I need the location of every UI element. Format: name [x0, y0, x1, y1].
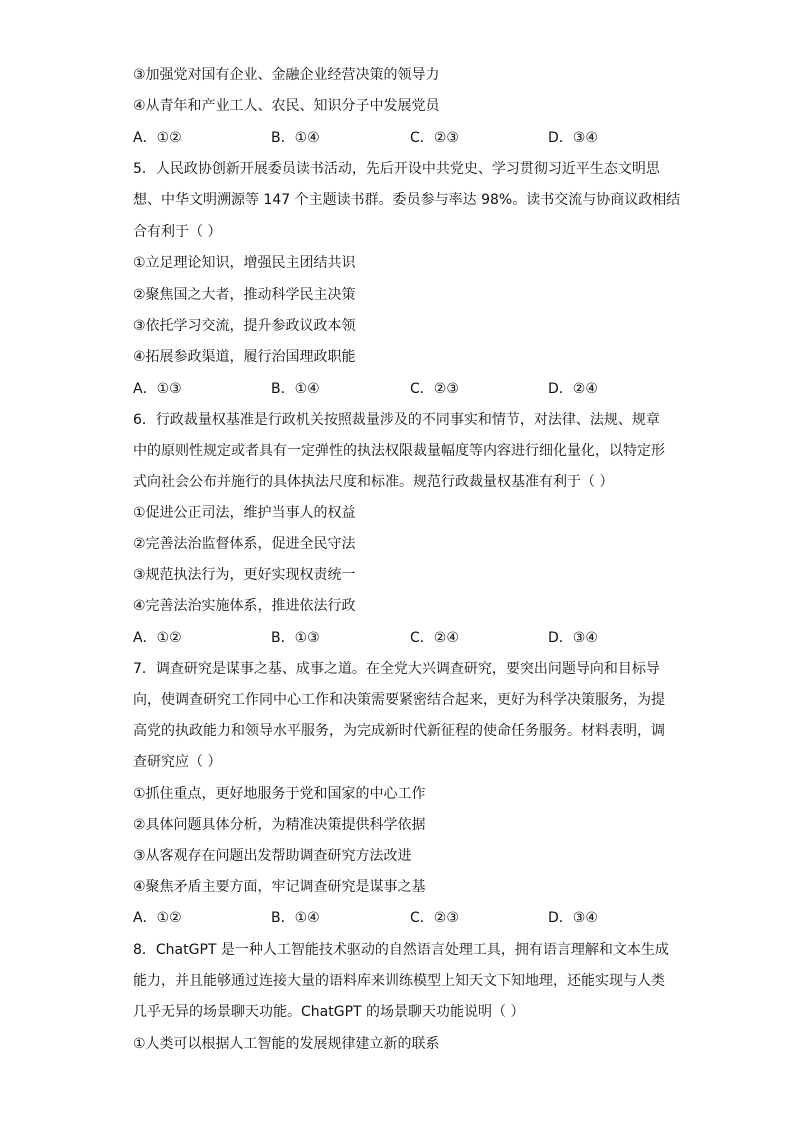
q4-item-3: ③加强党对国有企业、金融企业经营决策的领导力: [133, 67, 440, 83]
q7-option-c: C．②③: [410, 910, 459, 926]
q5-option-c: C．②③: [410, 381, 459, 397]
q5-item-3: ③依托学习交流，提升参政议政本领: [133, 318, 356, 334]
q4-option-b: B．①④: [271, 130, 320, 146]
q6-item-3: ③规范执法行为，更好实现权责统一: [133, 567, 356, 583]
q5-item-4: ④拓展参政渠道，履行治国理政职能: [133, 349, 356, 365]
q7-stem-line-1: 7．调查研究是谋事之基、成事之道。在全党大兴调查研究，要突出问题导向和目标导: [133, 661, 660, 677]
q6-stem-line-2: 中的原则性规定或者具有一定弹性的执法权限裁量幅度等内容进行细化量化，以特定形: [133, 443, 665, 459]
q5-option-b: B．①④: [271, 381, 320, 397]
q4-option-d: D．③④: [548, 130, 598, 146]
q7-stem-line-4: 查研究应（ ）: [133, 754, 222, 770]
q7-option-b: B．①④: [271, 910, 320, 926]
q7-item-4: ④聚焦矛盾主要方面，牢记调查研究是谋事之基: [133, 879, 426, 895]
q5-item-2: ②聚焦国之大者，推动科学民主决策: [133, 287, 356, 303]
q5-option-d: D．②④: [548, 381, 598, 397]
q6-stem-line-3: 式向社会公布并施行的具体执法尺度和标准。规范行政裁量权基准有利于（ ）: [133, 474, 614, 490]
q6-option-d: D．③④: [548, 630, 598, 646]
q6-option-c: C．②④: [410, 630, 459, 646]
q4-option-a: A．①②: [133, 130, 182, 146]
q7-stem-line-2: 向，使调查研究工作同中心工作和决策需要紧密结合起来，更好为科学决策服务，为提: [133, 692, 665, 708]
q5-stem-line-1: 5．人民政协创新开展委员读书活动，先后开设中共党史、学习贯彻习近平生态文明思: [133, 161, 660, 177]
q5-stem-line-3: 合有利于（ ）: [133, 224, 222, 240]
q5-item-1: ①立足理论知识，增强民主团结共识: [133, 255, 356, 271]
q7-item-1: ①抓住重点，更好地服务于党和国家的中心工作: [133, 786, 426, 802]
q7-option-a: A．①②: [133, 910, 182, 926]
q7-stem-line-3: 高党的执政能力和领导水平服务，为完成新时代新征程的使命任务服务。材料表明，调: [133, 723, 665, 739]
q6-item-1: ①促进公正司法，维护当事人的权益: [133, 505, 356, 521]
q4-item-4: ④从青年和产业工人、农民、知识分子中发展党员: [133, 98, 440, 114]
q6-item-4: ④完善法治实施体系，推进依法行政: [133, 598, 356, 614]
q7-item-2: ②具体问题具体分析，为精准决策提供科学依据: [133, 817, 426, 833]
q5-option-a: A．①③: [133, 381, 182, 397]
q7-item-3: ③从客观存在问题出发帮助调查研究方法改进: [133, 848, 412, 864]
q8-stem-line-2: 能力，并且能够通过连接大量的语料库来训练模型上知天文下知地理，还能实现与人类: [133, 973, 665, 989]
q4-option-c: C．②③: [410, 130, 459, 146]
q8-stem-line-1: 8．ChatGPT 是一种人工智能技术驱动的自然语言处理工具，拥有语言理解和文本生成: [133, 942, 669, 958]
q6-item-2: ②完善法治监督体系，促进全民守法: [133, 536, 356, 552]
q6-option-b: B．①③: [271, 630, 320, 646]
q6-option-a: A．①②: [133, 630, 182, 646]
q7-option-d: D．③④: [548, 910, 598, 926]
q8-item-1: ①人类可以根据人工智能的发展规律建立新的联系: [133, 1036, 440, 1052]
q8-stem-line-3: 几乎无异的场景聊天功能。ChatGPT 的场景聊天功能说明（ ）: [133, 1004, 525, 1020]
q5-stem-line-2: 想、中华文明溯源等 147 个主题读书群。委员参与率达 98%。读书交流与协商议政相结: [133, 192, 681, 208]
q6-stem-line-1: 6．行政裁量权基准是行政机关按照裁量涉及的不同事实和情节，对法律、法规、规章: [133, 412, 660, 428]
